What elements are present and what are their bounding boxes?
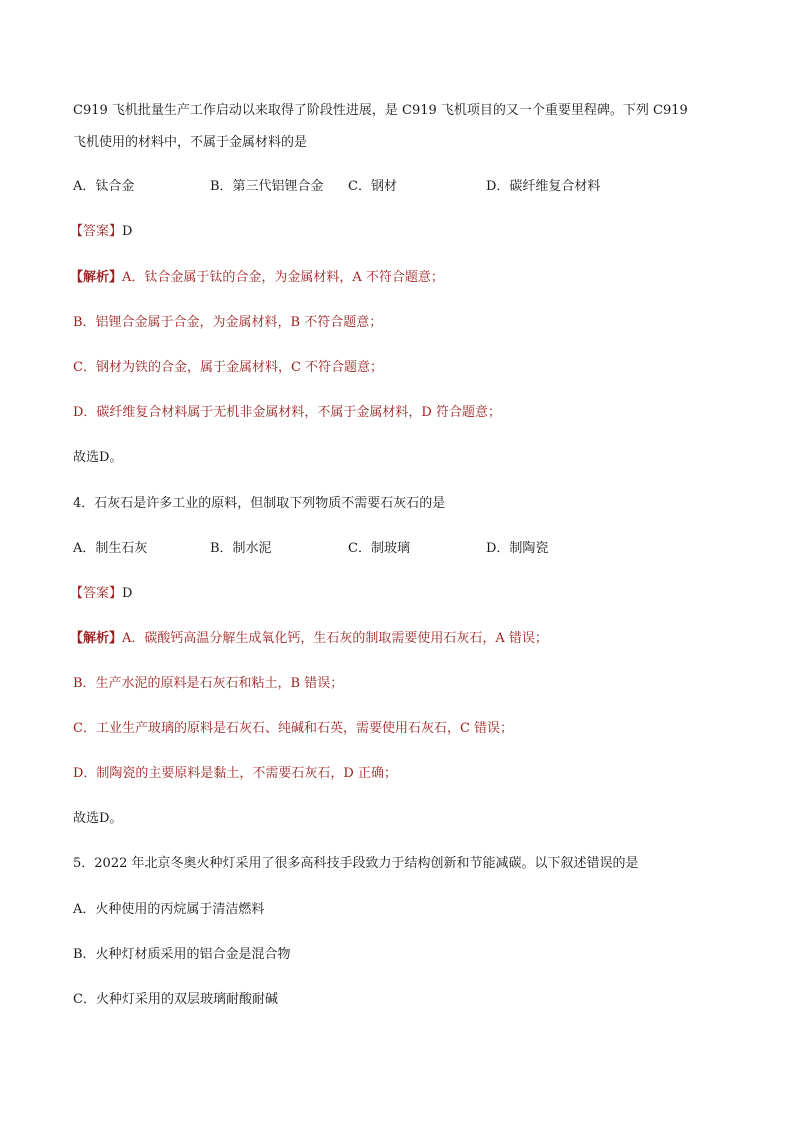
answer-label: 【答案】 xyxy=(70,586,123,601)
q3-option-c: C．钢材 xyxy=(348,179,397,194)
q5-stem: 5．2022 年北京冬奥火种灯采用了很多高科技手段致力于结构创新和节能减碳。以下叙述错误的是 xyxy=(73,856,639,871)
q3-analysis-line3: C．钢材为铁的合金，属于金属材料，C 不符合题意； xyxy=(73,360,384,375)
q5-option-b: B．火种灯材质采用的铝合金是混合物 xyxy=(73,947,291,962)
analysis-text: A．碳酸钙高温分解生成氧化钙，生石灰的制取需要使用石灰石，A 错误； xyxy=(122,631,548,646)
q4-option-c: C．制玻璃 xyxy=(348,541,410,556)
q4-option-a: A．制生石灰 xyxy=(73,541,148,556)
q3-analysis-line4: D．碳纤维复合材料属于无机非金属材料，不属于金属材料，D 符合题意； xyxy=(73,405,501,420)
q5-option-c: C．火种灯采用的双层玻璃耐酸耐碱 xyxy=(73,992,278,1007)
analysis-text: A．钛合金属于钛的合金，为金属材料，A 不符合题意； xyxy=(122,270,444,285)
answer-label: 【答案】 xyxy=(70,224,123,239)
q3-option-d: D．碳纤维复合材料 xyxy=(486,179,601,194)
q4-option-d: D．制陶瓷 xyxy=(486,541,549,556)
q4-answer xyxy=(70,585,132,603)
q4-analysis-line2: B．生产水泥的原料是石灰石和粘土，B 错误； xyxy=(73,676,344,691)
q3-option-b: B．第三代铝锂合金 xyxy=(210,179,324,194)
q3-conclusion: 故选D。 xyxy=(73,450,123,465)
q3-analysis-line1 xyxy=(70,269,444,287)
analysis-label: 【解析】 xyxy=(70,631,123,646)
q4-analysis-line4: D．制陶瓷的主要原料是黏土，不需要石灰石，D 正确； xyxy=(73,766,397,781)
q3-answer xyxy=(70,223,132,241)
q4-conclusion: 故选D。 xyxy=(73,811,123,826)
answer-value: D xyxy=(122,586,133,601)
q3-stem-line2: 飞机使用的材料中，不属于金属材料的是 xyxy=(73,135,308,150)
analysis-label: 【解析】 xyxy=(70,270,123,285)
q4-analysis-line1 xyxy=(70,630,548,648)
answer-value: D xyxy=(122,224,133,239)
q4-option-b: B．制水泥 xyxy=(210,541,272,556)
q4-analysis-line3: C．工业生产玻璃的原料是石灰石、纯碱和石英，需要使用石灰石，C 错误； xyxy=(73,721,514,736)
q4-stem: 4．石灰石是许多工业的原料，但制取下列物质不需要石灰石的是 xyxy=(73,496,446,511)
q5-option-a: A．火种使用的丙烷属于清洁燃料 xyxy=(73,902,265,917)
q3-option-a: A．钛合金 xyxy=(73,179,135,194)
q3-analysis-line2: B．铝锂合金属于合金，为金属材料，B 不符合题意； xyxy=(73,315,383,330)
q3-stem-line1: C919 飞机批量生产工作启动以来取得了阶段性进展，是 C919 飞机项目的又一个重要里程碑。下列 C919 xyxy=(73,103,688,118)
